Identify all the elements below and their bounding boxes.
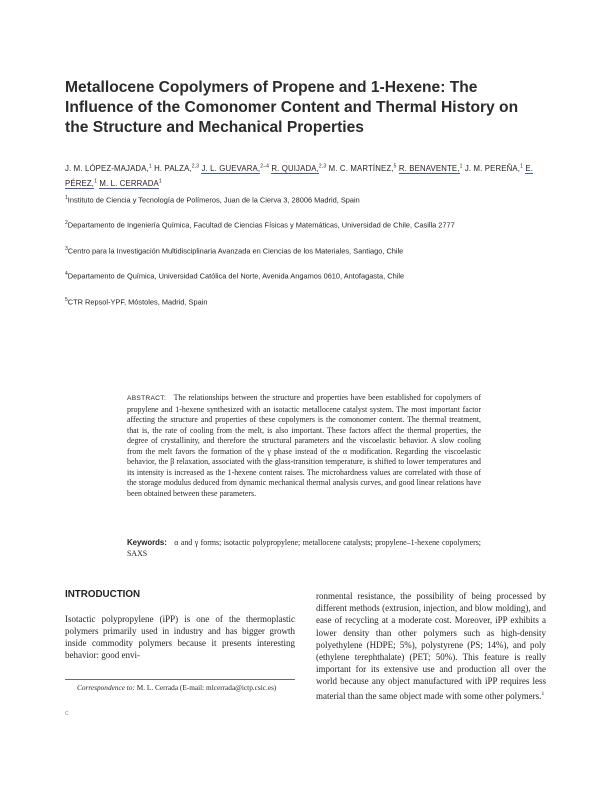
author	[99, 179, 162, 188]
keywords-text: α and γ forms; isotactic polypropylene; metallocene catalysts; propylene–1-hexene copolymers; SAXS	[127, 538, 481, 558]
author-affiliation-marker: 1	[148, 163, 152, 169]
affiliation-number: 1	[65, 195, 68, 201]
footnote-email-text: M. L. Cerrada (E-mail: mlcerrada@ictp.csic.es)	[136, 683, 277, 692]
author	[329, 164, 397, 173]
keywords-label: Keywords:	[127, 538, 167, 547]
intro-paragraph-right	[316, 590, 546, 702]
keywords	[127, 538, 481, 559]
author	[399, 164, 463, 173]
affiliation-number: 5	[65, 296, 68, 303]
affiliation	[65, 295, 545, 307]
affiliation-list	[65, 193, 545, 320]
abstract-label: ABSTRACT:	[127, 395, 166, 402]
author-name: R. QUIJADA,	[271, 163, 319, 173]
author-name: R. BENAVENTE,	[398, 163, 460, 173]
affiliation-text: Instituto de Ciencia y Tecnología de Polímeros, Juan de la Cierva 3, 28006 Madrid, Spain	[67, 195, 360, 205]
author-affiliation-marker: 2,3	[318, 163, 327, 169]
author	[154, 164, 199, 173]
affiliation	[65, 269, 545, 281]
author-affiliation-marker: 1	[520, 163, 524, 169]
affiliation-number: 4	[65, 271, 68, 278]
footnote-label: Correspondence to:	[77, 683, 135, 692]
author-list	[65, 160, 535, 190]
author-affiliation-marker: 1	[459, 163, 463, 169]
affiliation-number: 3	[65, 245, 68, 252]
author-name: M. L. CERRADA	[99, 178, 159, 188]
author-affiliation-marker: 2,3	[191, 163, 200, 169]
article-title: Metallocene Copolymers of Propene and 1-Hexene: The Influence of the Comonomer Content and Thermal History on the Structure and Mechanical Properties	[65, 79, 519, 136]
author-affiliation-marker: 5	[393, 163, 397, 169]
author	[201, 164, 269, 173]
author	[65, 164, 152, 173]
author-affiliation-marker: 1	[94, 178, 97, 185]
affiliation	[65, 193, 545, 205]
intro-right-text: ronmental resistance, the possibility of being processed by different methods (extrusion, injection, and blow molding), and ease of recycling at a moderate cost. Moreover, iPP exhibits a lower density than other polymers such as high-density polyethylene (HDPE; 5%), polystyrene (PS; 14%), and poly (ethylene terephthalate) (PET; 50%). This feature is really important for its extensive use and production all over the world because any object manufactured with iPP requires less material than the same object made with some other polymers.	[316, 591, 546, 701]
author-name: J. M. PEREÑA,	[464, 163, 521, 173]
reference-marker: 1	[541, 690, 545, 697]
author-affiliation-marker: 1	[158, 178, 162, 185]
affiliation-text: CTR Repsol-YPF, Móstoles, Madrid, Spain	[67, 297, 208, 307]
affiliation-text: Centro para la Investigación Multidisciplinaria Avanzada en Ciencias de los Materiales, Santiago, Chile	[67, 246, 404, 256]
author-name: J. L. GUEVARA,	[201, 163, 261, 173]
author-name: H. PALZA,	[154, 163, 192, 173]
intro-paragraph-left: Isotactic polypropylene (iPP) is one of the thermoplastic polymers primarily used in industry and has bigger growth inside commodity polymers because it presents interesting behavior: good envi-	[65, 614, 295, 661]
author	[465, 164, 523, 173]
author-name: J. M. LÓPEZ-MAJADA,	[65, 163, 149, 173]
affiliation-number: 2	[65, 220, 68, 227]
author-name: M. C. MARTÍNEZ,	[328, 163, 394, 173]
affiliation-text: Departamento de Química, Universidad Católica del Norte, Avenida Angamos 0610, Antofagasta, Chile	[67, 271, 405, 281]
correspondence-footnote	[65, 683, 295, 694]
abstract	[127, 393, 481, 499]
affiliation-text: Departamento de Ingeniería Química, Facultad de Ciencias Físicas y Matemáticas, Universidad de Chile, Casilla 2777	[67, 220, 455, 230]
author-name: E. PÉREZ,	[65, 163, 534, 188]
author	[271, 164, 326, 173]
affiliation	[65, 244, 545, 256]
page-mark: c	[65, 710, 69, 717]
author-affiliation-marker: 2–4	[260, 163, 269, 169]
affiliation	[65, 218, 545, 230]
footnote-divider	[65, 679, 295, 680]
abstract-text: The relationships between the structure and properties have been established for copolymers of propylene and 1-hexene synthesized with an isotactic metallocene catalyst system. The most important factor affecting the structure and properties of these copolymers is the comonomer content. The thermal treatment, that is, the rate of cooling from the melt, is also important. These factors affect the thermal properties, the degree of crystallinity, and therefore the structural parameters and the viscoelastic behavior. A slow cooling from the melt favors the formation of the γ phase instead of the α modification. Regarding the viscoelastic behavior, the β relaxation, associated with the glass-transition temperature, is shifted to lower temperatures and its intensity is increased as the 1-hexene content raises. The microhardness values are correlated with those of the storage modulus deduced from dynamic mechanical thermal analysis curves, and good linear relations have been obtained between these parameters.	[127, 393, 481, 498]
section-heading-introduction: INTRODUCTION	[65, 589, 141, 600]
